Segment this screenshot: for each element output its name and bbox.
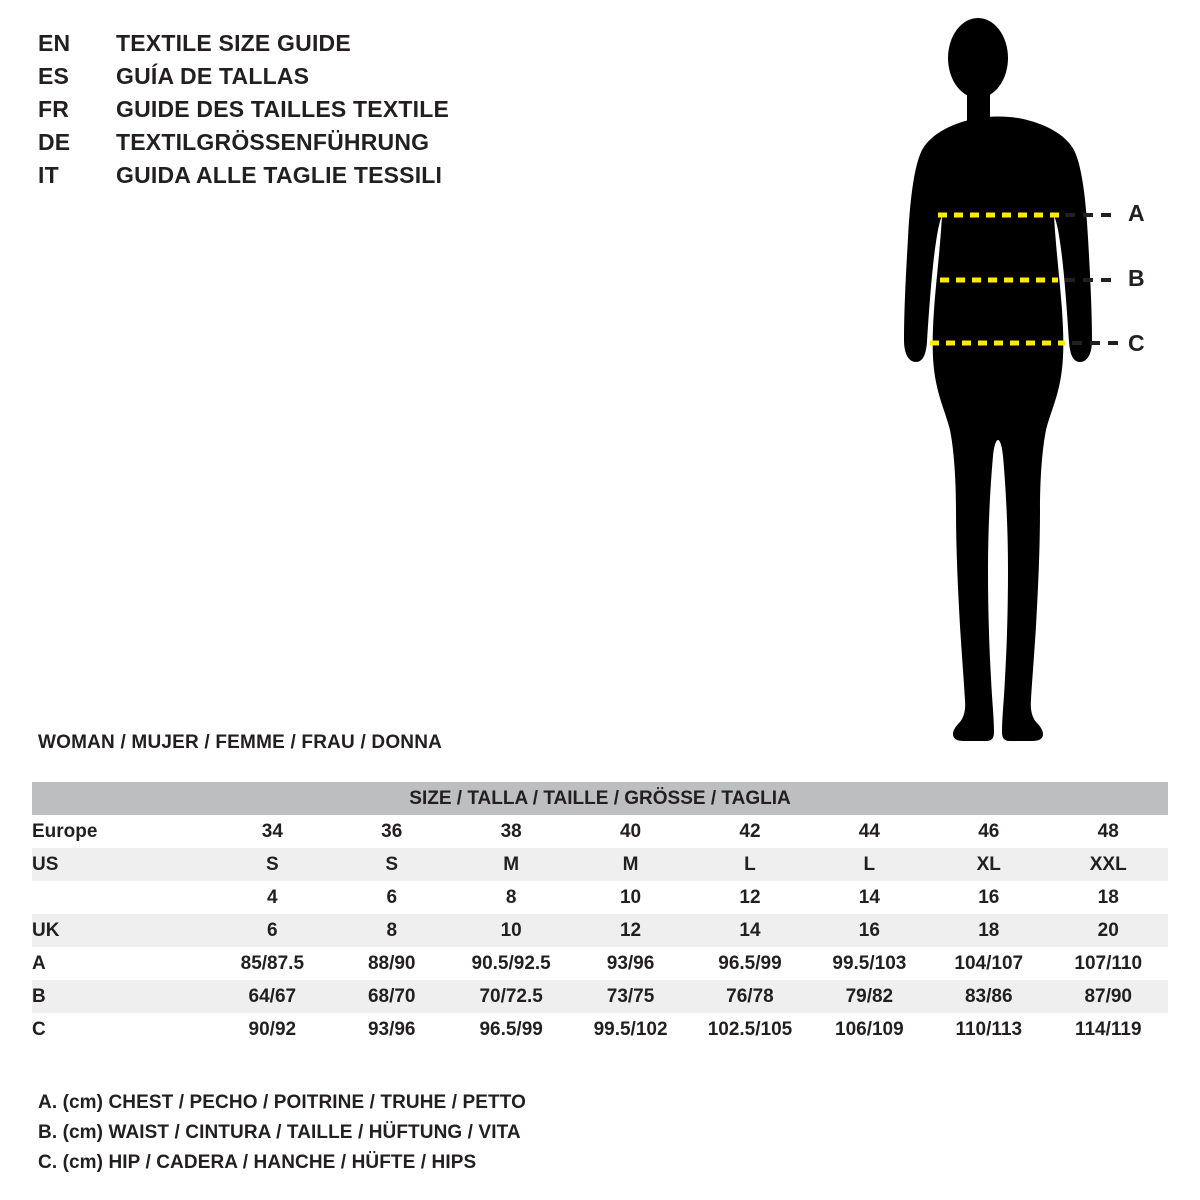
cell-a-6: 99.5/103: [810, 947, 929, 980]
row-label-us-numeric: [32, 881, 213, 914]
cell-us-8: XXL: [1048, 848, 1168, 881]
table-section-title: WOMAN / MUJER / FEMME / FRAU / DONNA: [38, 732, 443, 753]
cell-europe-5: 42: [690, 815, 809, 848]
language-row-es: [38, 63, 558, 96]
cell-uk-4: 12: [571, 914, 690, 947]
cell-c-1: 90/92: [213, 1013, 332, 1046]
cell-b-6: 79/82: [810, 980, 929, 1013]
cell-a-8: 107/110: [1048, 947, 1168, 980]
cell-b-4: 73/75: [571, 980, 690, 1013]
language-code-de: DE: [38, 129, 71, 155]
language-title-list: [38, 30, 558, 195]
cell-b-2: 68/70: [332, 980, 451, 1013]
footnote-hip: C. (cm) HIP / CADERA / HANCHE / HÜFTE / HIPS: [38, 1152, 477, 1173]
cell-usnum-6: 14: [810, 881, 929, 914]
cell-uk-2: 8: [332, 914, 451, 947]
language-text-it: GUIDA ALLE TAGLIE TESSILI: [116, 162, 443, 188]
cell-a-1: 85/87.5: [213, 947, 332, 980]
cell-c-6: 106/109: [810, 1013, 929, 1046]
footnote-list: [38, 1088, 1038, 1178]
language-code-fr: FR: [38, 96, 70, 122]
cell-a-4: 93/96: [571, 947, 690, 980]
cell-b-3: 70/72.5: [451, 980, 570, 1013]
measure-label-c: C: [1128, 330, 1145, 356]
cell-uk-8: 20: [1048, 914, 1168, 947]
language-code-es: ES: [38, 63, 70, 89]
cell-c-8: 114/119: [1048, 1013, 1168, 1046]
cell-uk-6: 16: [810, 914, 929, 947]
cell-usnum-7: 16: [929, 881, 1048, 914]
cell-b-1: 64/67: [213, 980, 332, 1013]
female-silhouette-icon: [860, 10, 1190, 760]
cell-usnum-3: 8: [451, 881, 570, 914]
measure-label-a: A: [1128, 200, 1145, 226]
language-row-en: [38, 30, 558, 63]
cell-b-7: 83/86: [929, 980, 1048, 1013]
cell-europe-7: 46: [929, 815, 1048, 848]
table-row: [32, 848, 1168, 881]
cell-europe-4: 40: [571, 815, 690, 848]
cell-c-7: 110/113: [929, 1013, 1048, 1046]
cell-uk-3: 10: [451, 914, 570, 947]
row-label-us: US: [32, 848, 213, 881]
cell-us-1: S: [213, 848, 332, 881]
cell-a-7: 104/107: [929, 947, 1048, 980]
cell-europe-8: 48: [1048, 815, 1168, 848]
cell-usnum-5: 12: [690, 881, 809, 914]
table-row: [32, 980, 1168, 1013]
size-table: [32, 782, 1168, 1046]
cell-uk-5: 14: [690, 914, 809, 947]
cell-c-5: 102.5/105: [690, 1013, 809, 1046]
cell-us-6: L: [810, 848, 929, 881]
cell-us-7: XL: [929, 848, 1048, 881]
cell-europe-3: 38: [451, 815, 570, 848]
cell-us-3: M: [451, 848, 570, 881]
row-label-europe: Europe: [32, 815, 213, 848]
language-row-fr: [38, 96, 558, 129]
row-label-a: A: [32, 947, 213, 980]
cell-a-3: 90.5/92.5: [451, 947, 570, 980]
cell-uk-1: 6: [213, 914, 332, 947]
cell-us-5: L: [690, 848, 809, 881]
cell-usnum-1: 4: [213, 881, 332, 914]
language-row-it: [38, 162, 558, 195]
cell-usnum-4: 10: [571, 881, 690, 914]
cell-europe-2: 36: [332, 815, 451, 848]
row-label-uk: UK: [32, 914, 213, 947]
table-row: [32, 947, 1168, 980]
cell-us-4: M: [571, 848, 690, 881]
language-code-en: EN: [38, 30, 71, 56]
table-row: [32, 1013, 1168, 1046]
table-row: [32, 815, 1168, 848]
cell-a-5: 96.5/99: [690, 947, 809, 980]
table-row: [32, 881, 1168, 914]
cell-c-3: 96.5/99: [451, 1013, 570, 1046]
cell-europe-1: 34: [213, 815, 332, 848]
language-row-de: [38, 129, 558, 162]
cell-us-2: S: [332, 848, 451, 881]
footnote-chest: A. (cm) CHEST / PECHO / POITRINE / TRUHE / PETTO: [38, 1092, 526, 1113]
table-row: [32, 914, 1168, 947]
language-text-en: TEXTILE SIZE GUIDE: [116, 30, 351, 56]
cell-europe-6: 44: [810, 815, 929, 848]
language-code-it: IT: [38, 162, 59, 188]
language-text-de: TEXTILGRÖSSENFÜHRUNG: [116, 129, 430, 155]
measure-label-b: B: [1128, 265, 1145, 291]
cell-b-5: 76/78: [690, 980, 809, 1013]
language-text-es: GUÍA DE TALLAS: [116, 63, 310, 89]
cell-uk-7: 18: [929, 914, 1048, 947]
language-text-fr: GUIDE DES TAILLES TEXTILE: [116, 96, 449, 122]
cell-usnum-8: 18: [1048, 881, 1168, 914]
row-label-c: C: [32, 1013, 213, 1046]
cell-c-2: 93/96: [332, 1013, 451, 1046]
cell-b-8: 87/90: [1048, 980, 1168, 1013]
footnote-waist: B. (cm) WAIST / CINTURA / TAILLE / HÜFTUNG / VITA: [38, 1122, 521, 1143]
body-figure-area: [860, 10, 1190, 760]
table-header-row: [32, 782, 1168, 815]
cell-a-2: 88/90: [332, 947, 451, 980]
cell-usnum-2: 6: [332, 881, 451, 914]
table-header-label: SIZE / TALLA / TAILLE / GRÖSSE / TAGLIA: [32, 782, 1168, 815]
row-label-b: B: [32, 980, 213, 1013]
cell-c-4: 99.5/102: [571, 1013, 690, 1046]
